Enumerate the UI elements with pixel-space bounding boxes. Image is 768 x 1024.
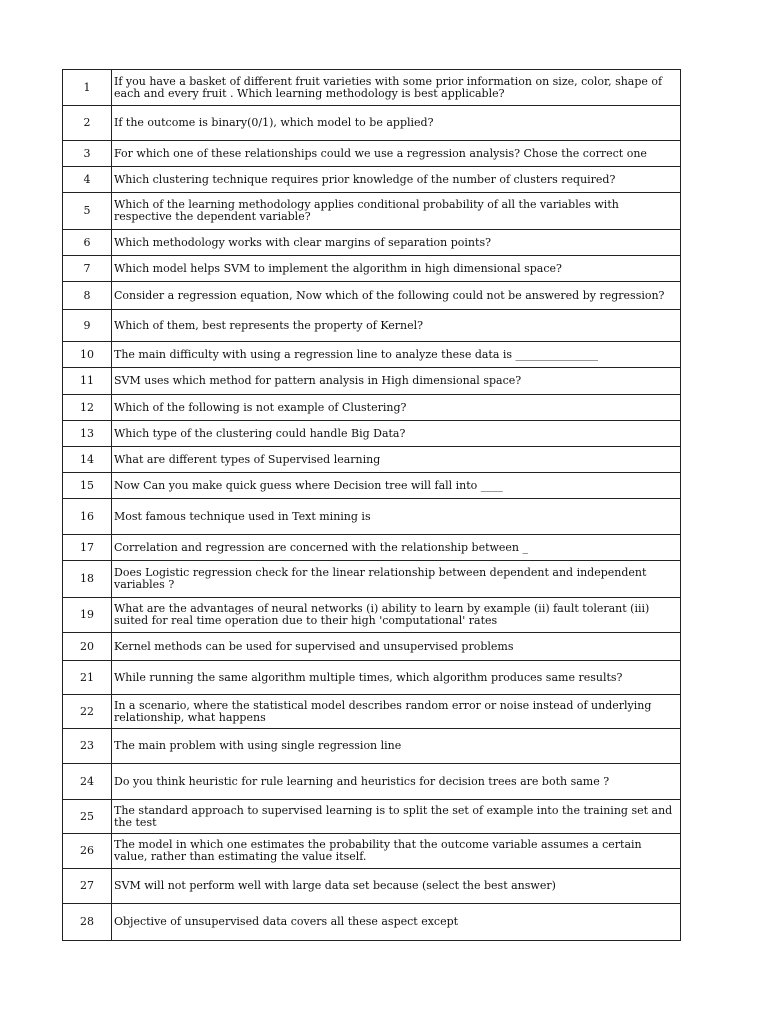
question-text: Which methodology works with clear margins of separation points? — [112, 230, 681, 256]
question-row — [63, 193, 681, 230]
question-number: 10 — [63, 342, 112, 368]
question-number: 1 — [63, 70, 112, 106]
question-number: 2 — [63, 106, 112, 141]
question-row — [63, 764, 681, 800]
question-number: 3 — [63, 141, 112, 167]
question-text: The main difficulty with using a regression line to analyze these data is _______________ — [112, 342, 681, 368]
question-text: If you have a basket of different fruit varieties with some prior information on size, color, shape of each and every fruit . Which learning methodology is best applicable? — [112, 70, 681, 106]
question-row — [63, 368, 681, 395]
question-table — [62, 69, 681, 941]
question-text: Most famous technique used in Text mining is — [112, 499, 681, 535]
question-text: Which of the learning methodology applies conditional probability of all the variables with respective the dependent variable? — [112, 193, 681, 230]
question-number: 16 — [63, 499, 112, 535]
question-row — [63, 70, 681, 106]
question-text: SVM will not perform well with large data set because (select the best answer) — [112, 869, 681, 904]
question-row — [63, 561, 681, 598]
question-row — [63, 447, 681, 473]
question-row — [63, 834, 681, 869]
question-row — [63, 729, 681, 764]
question-number: 28 — [63, 904, 112, 941]
question-number: 27 — [63, 869, 112, 904]
question-row — [63, 695, 681, 729]
question-text: The main problem with using single regression line — [112, 729, 681, 764]
question-row — [63, 904, 681, 941]
question-row — [63, 661, 681, 695]
question-text: The model in which one estimates the probability that the outcome variable assumes a certain value, rather than estimating the value itself. — [112, 834, 681, 869]
question-text: What are the advantages of neural networks (i) ability to learn by example (ii) fault tolerant (iii) suited for real time operation due to their high 'computational' rates — [112, 598, 681, 633]
question-number: 5 — [63, 193, 112, 230]
question-number: 21 — [63, 661, 112, 695]
question-text: Which type of the clustering could handle Big Data? — [112, 421, 681, 447]
question-text: Kernel methods can be used for supervised and unsupervised problems — [112, 633, 681, 661]
question-row — [63, 800, 681, 834]
question-text: Objective of unsupervised data covers all these aspect except — [112, 904, 681, 941]
question-number: 4 — [63, 167, 112, 193]
question-row — [63, 141, 681, 167]
question-number: 22 — [63, 695, 112, 729]
question-row — [63, 869, 681, 904]
question-text: While running the same algorithm multiple times, which algorithm produces same results? — [112, 661, 681, 695]
question-row — [63, 421, 681, 447]
question-number: 18 — [63, 561, 112, 598]
question-number: 7 — [63, 256, 112, 282]
question-text: If the outcome is binary(0/1), which model to be applied? — [112, 106, 681, 141]
question-number: 12 — [63, 395, 112, 421]
question-row — [63, 473, 681, 499]
question-number: 19 — [63, 598, 112, 633]
question-text: Consider a regression equation, Now which of the following could not be answered by regression? — [112, 282, 681, 310]
question-row — [63, 282, 681, 310]
question-number: 23 — [63, 729, 112, 764]
question-number: 13 — [63, 421, 112, 447]
question-row — [63, 256, 681, 282]
question-text: Which model helps SVM to implement the algorithm in high dimensional space? — [112, 256, 681, 282]
question-row — [63, 106, 681, 141]
question-text: Correlation and regression are concerned with the relationship between _ — [112, 535, 681, 561]
question-text: Which clustering technique requires prior knowledge of the number of clusters required? — [112, 167, 681, 193]
question-number: 25 — [63, 800, 112, 834]
question-row — [63, 535, 681, 561]
question-row — [63, 499, 681, 535]
question-row — [63, 395, 681, 421]
question-row — [63, 598, 681, 633]
question-number: 15 — [63, 473, 112, 499]
question-text: SVM uses which method for pattern analysis in High dimensional space? — [112, 368, 681, 395]
question-table-body — [63, 70, 681, 941]
question-number: 8 — [63, 282, 112, 310]
question-row — [63, 342, 681, 368]
question-number: 6 — [63, 230, 112, 256]
question-number: 11 — [63, 368, 112, 395]
question-number: 20 — [63, 633, 112, 661]
question-number: 26 — [63, 834, 112, 869]
question-number: 17 — [63, 535, 112, 561]
question-row — [63, 167, 681, 193]
question-text: Which of the following is not example of Clustering? — [112, 395, 681, 421]
question-text: For which one of these relationships could we use a regression analysis? Chose the correct one — [112, 141, 681, 167]
question-number: 24 — [63, 764, 112, 800]
question-text: In a scenario, where the statistical model describes random error or noise instead of underlying relationship, what happens — [112, 695, 681, 729]
question-text: What are different types of Supervised learning — [112, 447, 681, 473]
question-row — [63, 230, 681, 256]
question-text: Now Can you make quick guess where Decision tree will fall into ____ — [112, 473, 681, 499]
question-text: The standard approach to supervised learning is to split the set of example into the training set and the test — [112, 800, 681, 834]
question-text: Does Logistic regression check for the linear relationship between dependent and independent variables ? — [112, 561, 681, 598]
question-text: Do you think heuristic for rule learning and heuristics for decision trees are both same ? — [112, 764, 681, 800]
question-row — [63, 310, 681, 342]
question-number: 9 — [63, 310, 112, 342]
question-number: 14 — [63, 447, 112, 473]
question-text: Which of them, best represents the property of Kernel? — [112, 310, 681, 342]
question-row — [63, 633, 681, 661]
